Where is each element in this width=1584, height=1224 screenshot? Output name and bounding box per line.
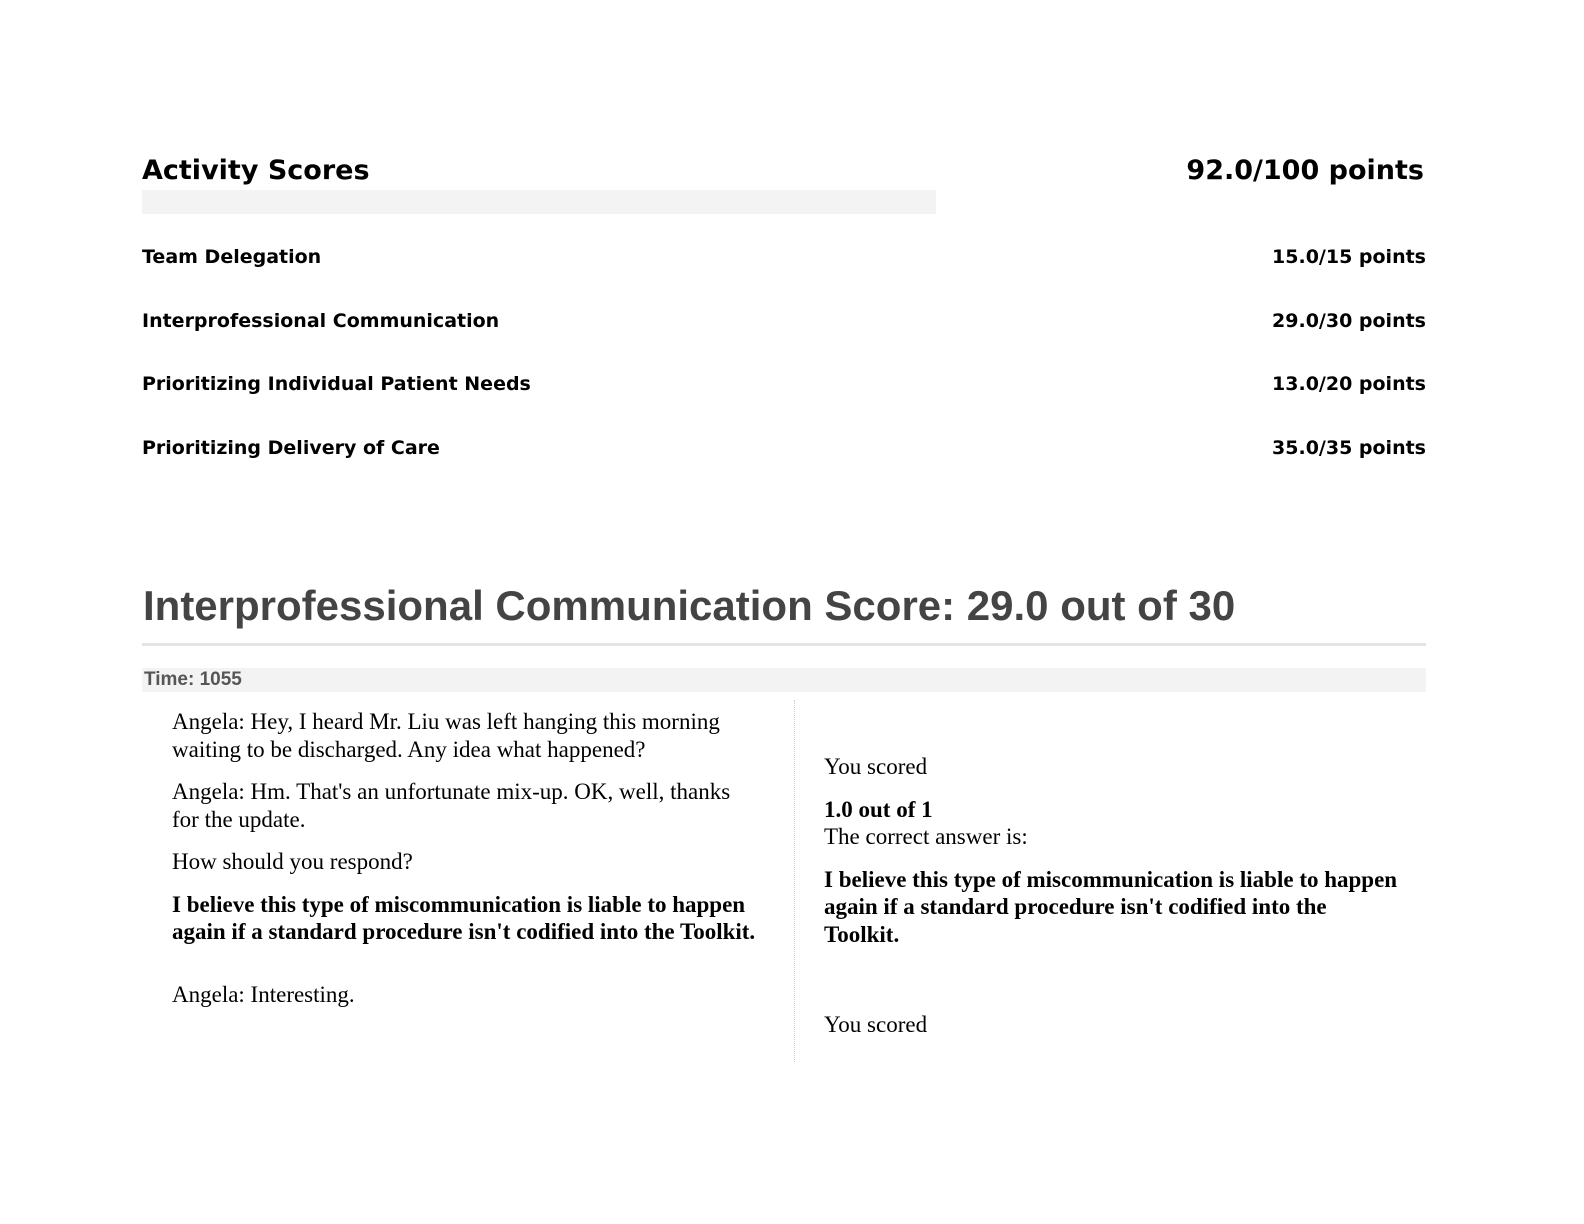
category-label: Team Delegation <box>142 246 322 268</box>
activity-scores-total: 92.0/100 points <box>1186 155 1424 186</box>
correct-answer: I believe this type of miscommunication is liable to happen again if a standard procedure isn't codified into the Toolkit. <box>824 866 1398 947</box>
you-scored-label: You scored <box>824 754 928 779</box>
category-row-team-delegation <box>142 240 1426 304</box>
dialogue-line: Angela: Hey, I heard Mr. Liu was left hanging this morning waiting to be discharged. Any idea what happened? <box>172 709 720 762</box>
category-score: 15.0/15 points <box>1272 246 1426 268</box>
activity-scores-title: Activity Scores <box>142 155 370 186</box>
dialogue-column <box>172 708 757 1008</box>
section-divider <box>142 643 1426 646</box>
dialogue-line: Angela: Hm. That's an unfortunate mix-up. OK, well, thanks for the update. <box>172 779 731 832</box>
activity-scores-bar <box>142 190 936 214</box>
category-label: Prioritizing Delivery of Care <box>142 436 440 459</box>
time-label: Time: 1055 <box>142 668 1426 692</box>
scoring-column <box>824 708 1404 1039</box>
section-title: Interprofessional Communication Score: 29.0 out of 30 <box>143 582 1236 629</box>
category-row-interprofessional-communication <box>142 304 1426 368</box>
question-prompt: How should you respond? <box>172 849 413 874</box>
category-label: Interprofessional Communication <box>142 309 500 332</box>
dialogue-line: Angela: Interesting. <box>172 981 355 1007</box>
category-row-prioritizing-individual-patient-needs <box>142 367 1426 431</box>
category-label: Prioritizing Individual Patient Needs <box>142 373 531 395</box>
category-score: 29.0/30 points <box>1272 309 1426 332</box>
score-value: 1.0 out of 1 <box>824 796 933 822</box>
you-scored-label: You scored <box>824 1012 928 1037</box>
correct-answer-label: The correct answer is: <box>824 824 1028 849</box>
category-score: 35.0/35 points <box>1272 436 1426 459</box>
selected-answer: I believe this type of miscommunication is liable to happen again if a standard procedure isn't codified into the Toolkit. <box>172 891 756 944</box>
category-row-prioritizing-delivery-of-care <box>142 431 1426 495</box>
column-divider <box>794 700 795 1062</box>
category-score: 13.0/20 points <box>1272 373 1426 395</box>
category-score-list <box>142 240 1426 494</box>
